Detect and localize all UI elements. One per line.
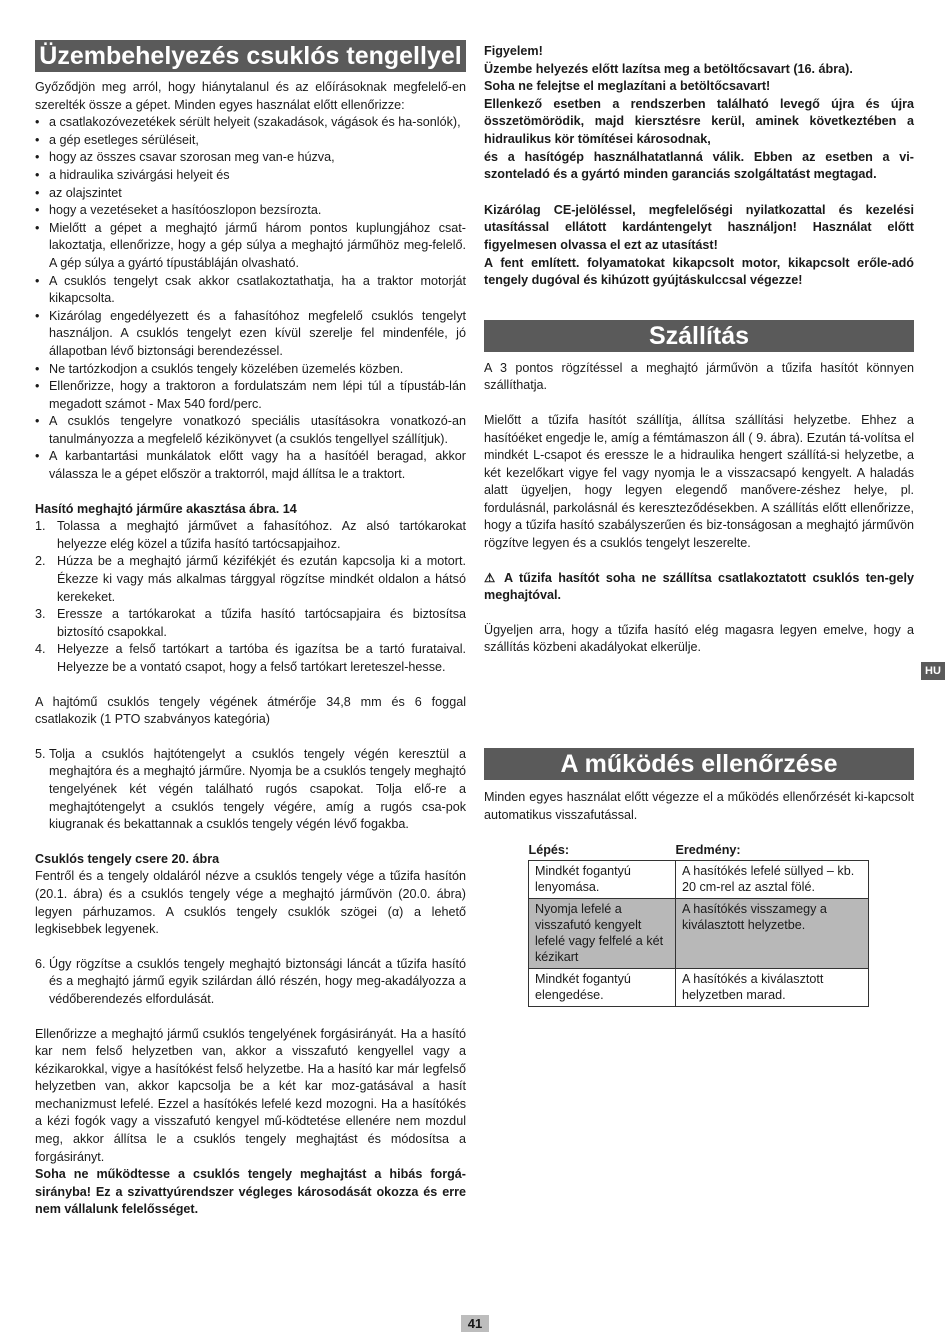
list-item: • az olajszintet <box>35 185 466 203</box>
attention-line: Figyelem! <box>484 44 543 58</box>
list-item: • a hidraulika szivárgási helyeit és <box>35 167 466 185</box>
table-cell: A hasítókés a kiválasztott helyzetben marad. <box>676 969 869 1007</box>
attention-block <box>484 43 914 184</box>
function-check-table <box>528 842 869 1007</box>
step-5: 5. Tolja a csuklós hajtótengelyt a csuklós tengely végén keresztül a meghajtóra és a meghajtó járműre. Nyomja be a csuklós tengely meghajtó tengelyének két végén található rugós csapokat. Tolja elő-re a meghajtótengelyt a csuklós tengely végére, amíg a rugós csa-pok kiugranak és bekattannak a csuklós tengely végén lévő fogakba. <box>35 746 466 832</box>
checklist <box>35 114 466 483</box>
list-item: 4. Helyezze a felső tartókart a tartóba és igazítsa be a tartó furataival. Helyezze be a vontató csapot, hogy a felső tartókart lereteszel-hesse. <box>35 642 466 674</box>
attention-line: Soha ne felejtse el meglazítani a betöltőcsavart! <box>484 79 771 94</box>
transport-paragraph: Mielőtt a tűzifa hasítót szállítja, állítsa szállítási helyzetbe. Ehhez a hasítóéket engedje le, amíg a fémtámaszon áll ( 9. ábra). Ezután tá-volítsa el mindkét L-csapot és eressze le a hidraulika hengert szállítá-si helyzetbe, a két kezelőkart vigye fel vagy nyomja le a visszacsapó kengyelt. A haladás alatt ügyeljen, hogy legyen elegendő manővere-zéshez helye, pl. fordulásnál, parkolásnál és kereszteződésekben. A szállítás előtt ellenőrizze, hogy a tűzifa hasító szabályszerűen és biz-tonságosan a meghajtó járművön rögzítve legyen és a csuklós tengelyt leszerelte. <box>484 412 914 551</box>
list-item: • a gép esetleges sérüléseit, <box>35 132 466 150</box>
list-item: 2. Húzza be a meghajtó jármű kézifékjét és ezután kapcsolja ki a motort. Ékezze ki vagy más alkalmas tárggyal rögzítse mindkét oldalon a hátsó kerekeket. <box>35 554 466 604</box>
step-6: 6. Úgy rögzítse a csuklós tengely meghajtó biztonsági láncát a tűzifa hasító és a meghajtó jármű egyik szilárdan álló részén, hogy meg-akadályozza a védőberendezés elfordulását. <box>35 956 466 1006</box>
hitch-steps <box>35 518 466 676</box>
table-cell: A hasítókés lefelé süllyed – kb. 20 cm-rel az asztal fölé. <box>676 861 869 899</box>
ce-notice <box>484 202 914 290</box>
table-header-result: Eredmény: <box>675 843 741 858</box>
list-item: • A csuklós tengelyre vonatkozó speciális utasításokra vonatkozó-an tanulmányozza a megfelelő kézikönyvet (a csuklós tengellyel szállítjuk). <box>35 413 466 448</box>
swap-paragraph: Fentről és a tengely oldaláról nézve a csuklós tengely vége a tűzifa hasítón (20.1. ábra) és a csuklós tengely vége a meghajtó járművön (20.0. ábra) legyen párhuzamos. A csuklós tengely csuklók szögei (α) a lehető legkisebbek legyenek. <box>35 869 466 937</box>
list-item: • Kizárólag engedélyezett és a fahasítóhoz megfelelő csuklós tengelyt használjon. A csuklós tengelyt ezen kívül szerelje fel mindenféle, jó állapotban lévő biztonsági berendezéssel. <box>35 308 466 361</box>
table-cell: Nyomja lefelé a visszafutó kengyelt lefelé vagy felfelé a két kézikart <box>529 899 676 969</box>
table-cell: A hasítókés visszamegy a kiválasztott helyzetbe. <box>676 899 869 969</box>
page-number: 41 <box>461 1315 489 1332</box>
shaft-end-paragraph: A hajtómű csuklós tengely végének átmérője 34,8 mm és 6 foggal csatlakozik (1 PTO szabványos kategória) <box>35 694 466 727</box>
list-item: • A karbantartási munkálatok előtt vagy ha a hasítóél beragad, akkor válassza le a gépet először a traktorról, majd állítsa le a traktort. <box>35 448 466 483</box>
rotation-warning: Soha ne működtesse a csuklós tengely meghajtást a hibás forgá-sirányba! Ez a szivattyúrendszer végleges károsodását okozza és erre nem vállalunk felelősséget. <box>35 1167 466 1217</box>
table-cell: Mindkét fogantyú lenyomása. <box>529 861 676 899</box>
swap-heading: Csuklós tengely csere 20. ábra <box>35 851 220 866</box>
section-title-transport: Szállítás <box>484 320 914 352</box>
section-title-commissioning: Üzembehelyezés csuklós tengellyel <box>35 40 466 72</box>
table-cell: Mindkét fogantyú elengedése. <box>529 969 676 1007</box>
ce-notice-line: Kizárólag CE-jelöléssel, megfelelőségi nyilatkozattal és kezelési utasítással ellátott kardántengelyt használjon! Használat előtt figyelmesen olvassa el ezt az utasítást! <box>484 202 914 252</box>
table-header-step: Lépés: <box>528 843 570 858</box>
list-item: • hogy a vezetéseket a hasítóoszlopon bezsírozta. <box>35 202 466 220</box>
list-item: • A csuklós tengelyt csak akkor csatlakoztathatja, ha a traktor motorját kikapcsolta. <box>35 273 466 308</box>
ce-notice-line: A fent említett. folyamatokat kikapcsolt motor, kikapcsolt erőle-adó tengely dugóval és kihúzott gyújtáskulccsal végezze! <box>484 255 914 288</box>
table-row <box>529 899 869 969</box>
list-item: 3. Eressze a tartókarokat a tűzifa hasító tartócsapjaira és biztosítsa biztosító csapokkal. <box>35 607 466 639</box>
attention-line: Ellenkező esetben a rendszerben található levegő újra és újra összetömörödik, majd kiersztésre kerül, aminek következtében a hidraulikus kör tömítései károsodnak, <box>484 96 914 146</box>
warning-icon: ⚠ <box>484 570 499 585</box>
list-item: 1. Tolassa a meghajtó járművet a fahasítóhoz. Az alsó tartókarokat helyezze elég közel a tűzifa hasító tartócsapjaihoz. <box>35 519 466 551</box>
list-item: • Ne tartózkodjon a csuklós tengely közelében üzemelés közben. <box>35 361 466 379</box>
right-column <box>484 43 914 1007</box>
list-item: • Ellenőrizze, hogy a traktoron a fordulatszám nem lépi túl a típustáb-lán megadott számot - Max 540 ford/perc. <box>35 378 466 413</box>
list-item: • a csatlakozóvezetékek sérült helyeit (szakadások, vágások és ha-sonlók), <box>35 114 466 132</box>
function-intro: Minden egyes használat előtt végezze el a működés ellenőrzését ki-kapcsolt automatikus visszafutással. <box>484 790 914 822</box>
left-column <box>35 40 466 1219</box>
intro-paragraph: Győződjön meg arról, hogy hiánytalanul és az előírásoknak megfelelő-en szerelték össze a gépet. Minden egyes használat előtt ellenőrizze: <box>35 80 466 112</box>
hitch-heading: Hasító meghajtó járműre akasztása ábra. 14 <box>35 501 297 516</box>
list-item: • Mielőtt a gépet a meghajtó jármű három pontos kuplungjához csat-lakoztatja, ellenőrizze, hogy a gép súlya a meghajtó járműhöz meg-felelő. A gép súlya a gyártó típustábláján olvasható. <box>35 220 466 273</box>
attention-line: és a hasítógép használhatatlanná válik. Ebben az esetben a vi-szonteladó és a gyártó minden garanciás szolgáltatást megtagad. <box>484 149 914 182</box>
transport-paragraph: Ügyeljen arra, hogy a tűzifa hasító elég magasra legyen emelve, hogy a szállítás közbeni akadályokat elkerülje. <box>484 622 914 655</box>
rotation-paragraph: Ellenőrizze a meghajtó jármű csuklós tengelyének forgásirányát. Ha a hasító kar nem felső helyzetben van, akkor a visszafutó kengyellel vagy a kézikarokkal, vigye a hasítókést felső helyzetbe. Ha a hasító kar már legfelső helyzetben van, akkor kapcsolja be a két kar moz-gatásával a hasít mechanizmust lefelé. Ezzel a hasítókés lefelé kezd mozogni. Ha a hasítókés a kézi fogók vagy a visszafutó kengyel mű-ködtetése ellenére nem mozdul meg, akkor állítsa le a csuklós tengely meghajtást és módosítsa a forgásirányt. <box>35 1026 466 1164</box>
list-item: • hogy az összes csavar szorosan meg van-e húzva, <box>35 149 466 167</box>
table-row <box>529 969 869 1007</box>
table-row <box>529 861 869 899</box>
language-tab: HU <box>921 662 945 680</box>
transport-warning: ⚠ A tűzifa hasítót soha ne szállítsa csatlakoztatott csuklós ten-gely meghajtóval. <box>484 570 914 603</box>
transport-paragraph: A 3 pontos rögzítéssel a meghajtó járművön a tűzifa hasítót könnyen szállíthatja. <box>484 360 914 393</box>
section-title-function-check: A működés ellenőrzése <box>484 748 914 780</box>
attention-line: Üzembe helyezés előtt lazítsa meg a betöltőcsavart (16. ábra). <box>484 61 853 76</box>
